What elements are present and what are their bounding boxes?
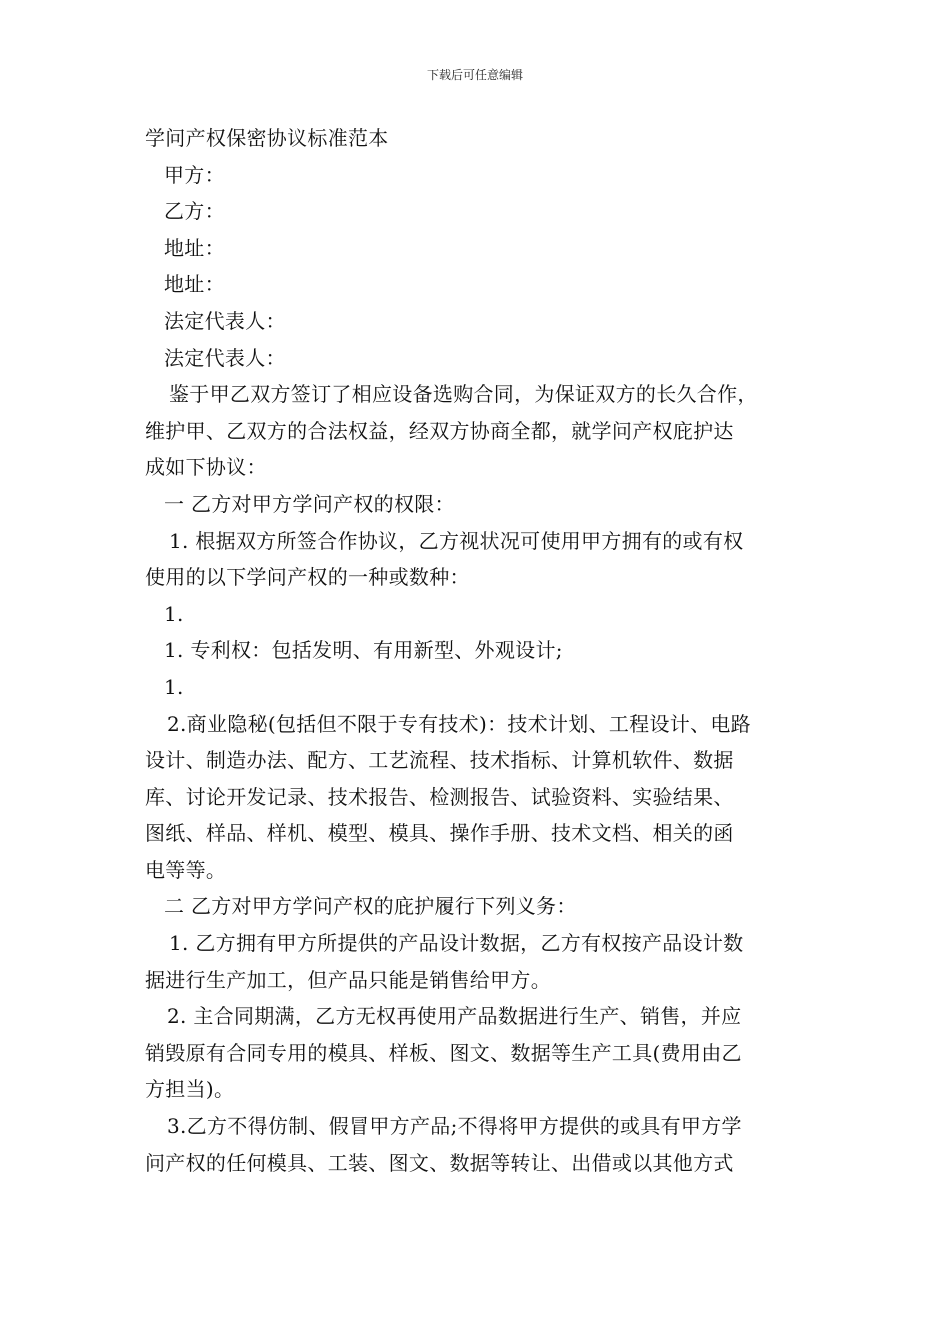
- document-line: 地址：: [164, 235, 225, 260]
- document-line: 甲方：: [164, 162, 225, 187]
- document-line: 销毁原有合同专用的模具、样板、图文、数据等生产工具(费用由乙: [145, 1040, 742, 1065]
- document-line: 方担当)。: [145, 1077, 235, 1102]
- document-line: 2.商业隐秘(包括但不限于专有技术)：技术计划、工程设计、电路: [167, 711, 751, 736]
- document-line: 1.: [164, 601, 184, 626]
- document-line: 1. 乙方拥有甲方所提供的产品设计数据，乙方有权按产品设计数: [169, 931, 744, 956]
- document-line: 1. 专利权：包括发明、有用新型、外观设计;: [164, 638, 563, 663]
- document-line: 电等等。: [145, 857, 227, 882]
- document-line: 问产权的任何模具、工装、图文、数据等转让、出借或以其他方式: [145, 1150, 734, 1175]
- document-line: 鉴于甲乙双方签订了相应设备选购合同，为保证双方的长久合作，: [169, 382, 758, 407]
- document-line: 1.: [164, 674, 184, 699]
- document-line: 2. 主合同期满，乙方无权再使用产品数据进行生产、销售，并应: [167, 1004, 742, 1029]
- document-line: 使用的以下学问产权的一种或数种：: [145, 565, 470, 590]
- document-line: 一 乙方对甲方学问产权的权限：: [164, 491, 455, 516]
- document-line: 二 乙方对甲方学问产权的庇护履行下列义务：: [164, 894, 577, 919]
- document-line: 地址：: [164, 272, 225, 297]
- document-line: 图纸、样品、样机、模型、模具、操作手册、技术文档、相关的函: [145, 821, 734, 846]
- document-line: 据进行生产加工，但产品只能是销售给甲方。: [145, 967, 551, 992]
- document-body: [145, 120, 815, 1181]
- document-paragraphs: [145, 157, 815, 1182]
- page-header-note: 下载后可任意编辑: [426, 68, 523, 82]
- document-line: 法定代表人：: [164, 308, 286, 333]
- document-line: 维护甲、乙双方的合法权益，经双方协商全都，就学问产权庇护达: [145, 418, 734, 443]
- document-line: 3.乙方不得仿制、假冒甲方产品;不得将甲方提供的或具有甲方学: [167, 1114, 742, 1139]
- document-title: 学问产权保密协议标准范本: [145, 126, 389, 150]
- document-line: 设计、制造办法、配方、工艺流程、技术指标、计算机软件、数据: [145, 748, 734, 773]
- document-line: 成如下协议：: [145, 455, 267, 480]
- document-line: 乙方：: [164, 199, 225, 224]
- document-line: 1. 根据双方所签合作协议，乙方视状况可使用甲方拥有的或有权: [169, 528, 744, 553]
- document-line: 库、讨论开发记录、技术报告、检测报告、试验资料、实验结果、: [145, 784, 734, 809]
- document-line: 法定代表人：: [164, 345, 286, 370]
